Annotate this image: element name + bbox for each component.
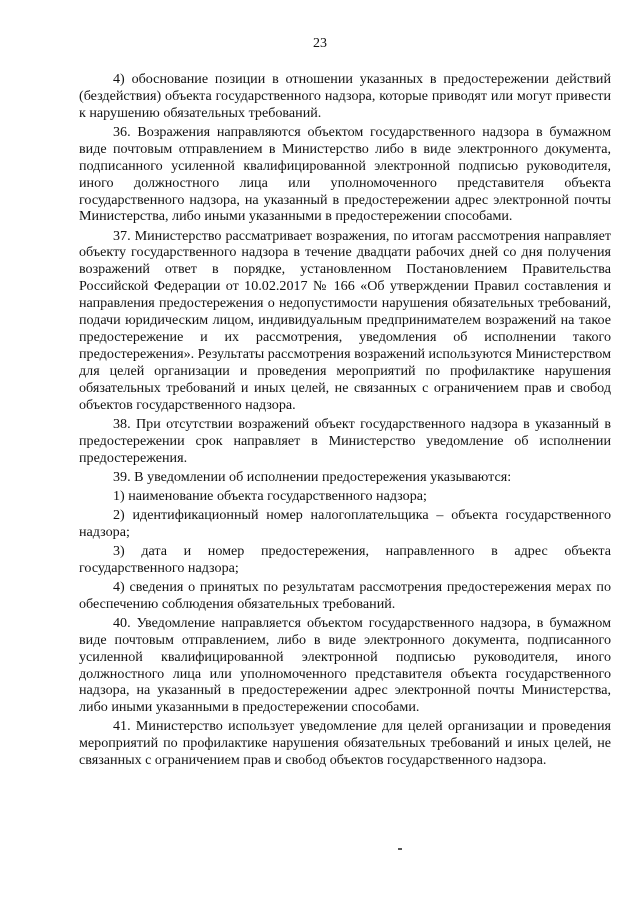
paragraph-40: 40. Уведомление направляется объектом государственного надзора, в бумажном виде почтовым отправлением, либо в виде электронного документа, подписанного усиленной квалифицированной электронной подписью руководителя, иного должностного лица или уполномоченного представителя объекта государственного надзора, на указанный в предостережении адрес электронной почты Министерства, либо иными указанными в предостережении способами.: [79, 614, 611, 716]
paragraph-39: 39. В уведомлении об исполнении предостережения указываются:: [113, 468, 512, 485]
paragraph-item-4: 4) обоснование позиции в отношении указанных в предостережении действий (бездействия) объекта государственного надзора, которые приводят или могут привести к нарушению обязательных требований.: [79, 71, 611, 121]
paragraph-41: 41. Министерство использует уведомление для целей организации и проведения мероприятий по профилактике нарушения обязательных требований и иных целей, не связанных с ограничением прав и свобод объектов государственного надзора.: [79, 718, 611, 769]
paragraph-38: 38. При отсутствии возражений объект государственного надзора в указанный в предостережении срок направляет в Министерство уведомление об исполнении предостережения.: [79, 415, 611, 466]
page-number: 23: [313, 36, 327, 51]
paragraph-36: 36. Возражения направляются объектом государственного надзора в бумажном виде почтовым отправлением в Министерство либо в виде электронного документа, подписанного усиленной квалифицированной электронной подписью руководителя, иного должностного лица или уполномоченного представителя объекта государственного надзора, на указанный в предостережении адрес электронной почты Министерства, либо иными указанными в предостережении способами.: [79, 123, 611, 225]
paragraph-39-item-3: 3) дата и номер предостережения, направленного в адрес объекта государственного надзора;: [79, 542, 611, 576]
paragraph-37: 37. Министерство рассматривает возражения, по итогам рассмотрения направляет объекту государственного надзора в течение двадцати рабочих дней со дня получения возражений ответ в порядке, установленном Постановлением Правительства Российской Федерации от 10.02.2017 № 166 «Об утверждении Правил составления и направления предостережения о недопустимости нарушения обязательных требований, подачи юридическим лицом, индивидуальным предпринимателем возражений на такое предостережение и их рассмотрения, уведомления об исполнении такого предостережения». Результаты рассмотрения возражений используются Министерством для целей организации и проведения мероприятий по профилактике нарушения обязательных требований и иных целей, не связанных с ограничением прав и свобод объектов государственного надзора.: [79, 227, 611, 413]
paragraph-39-item-1: 1) наименование объекта государственного надзора;: [113, 487, 427, 504]
scan-mark: [398, 848, 402, 850]
document-body: [79, 71, 611, 769]
paragraph-39-item-4: 4) сведения о принятых по результатам рассмотрения предостережения мерах по обеспечению соблюдения обязательных требований.: [79, 578, 611, 612]
paragraph-39-item-2: 2) идентификационный номер налогоплательщика – объекта государственного надзора;: [79, 506, 611, 540]
